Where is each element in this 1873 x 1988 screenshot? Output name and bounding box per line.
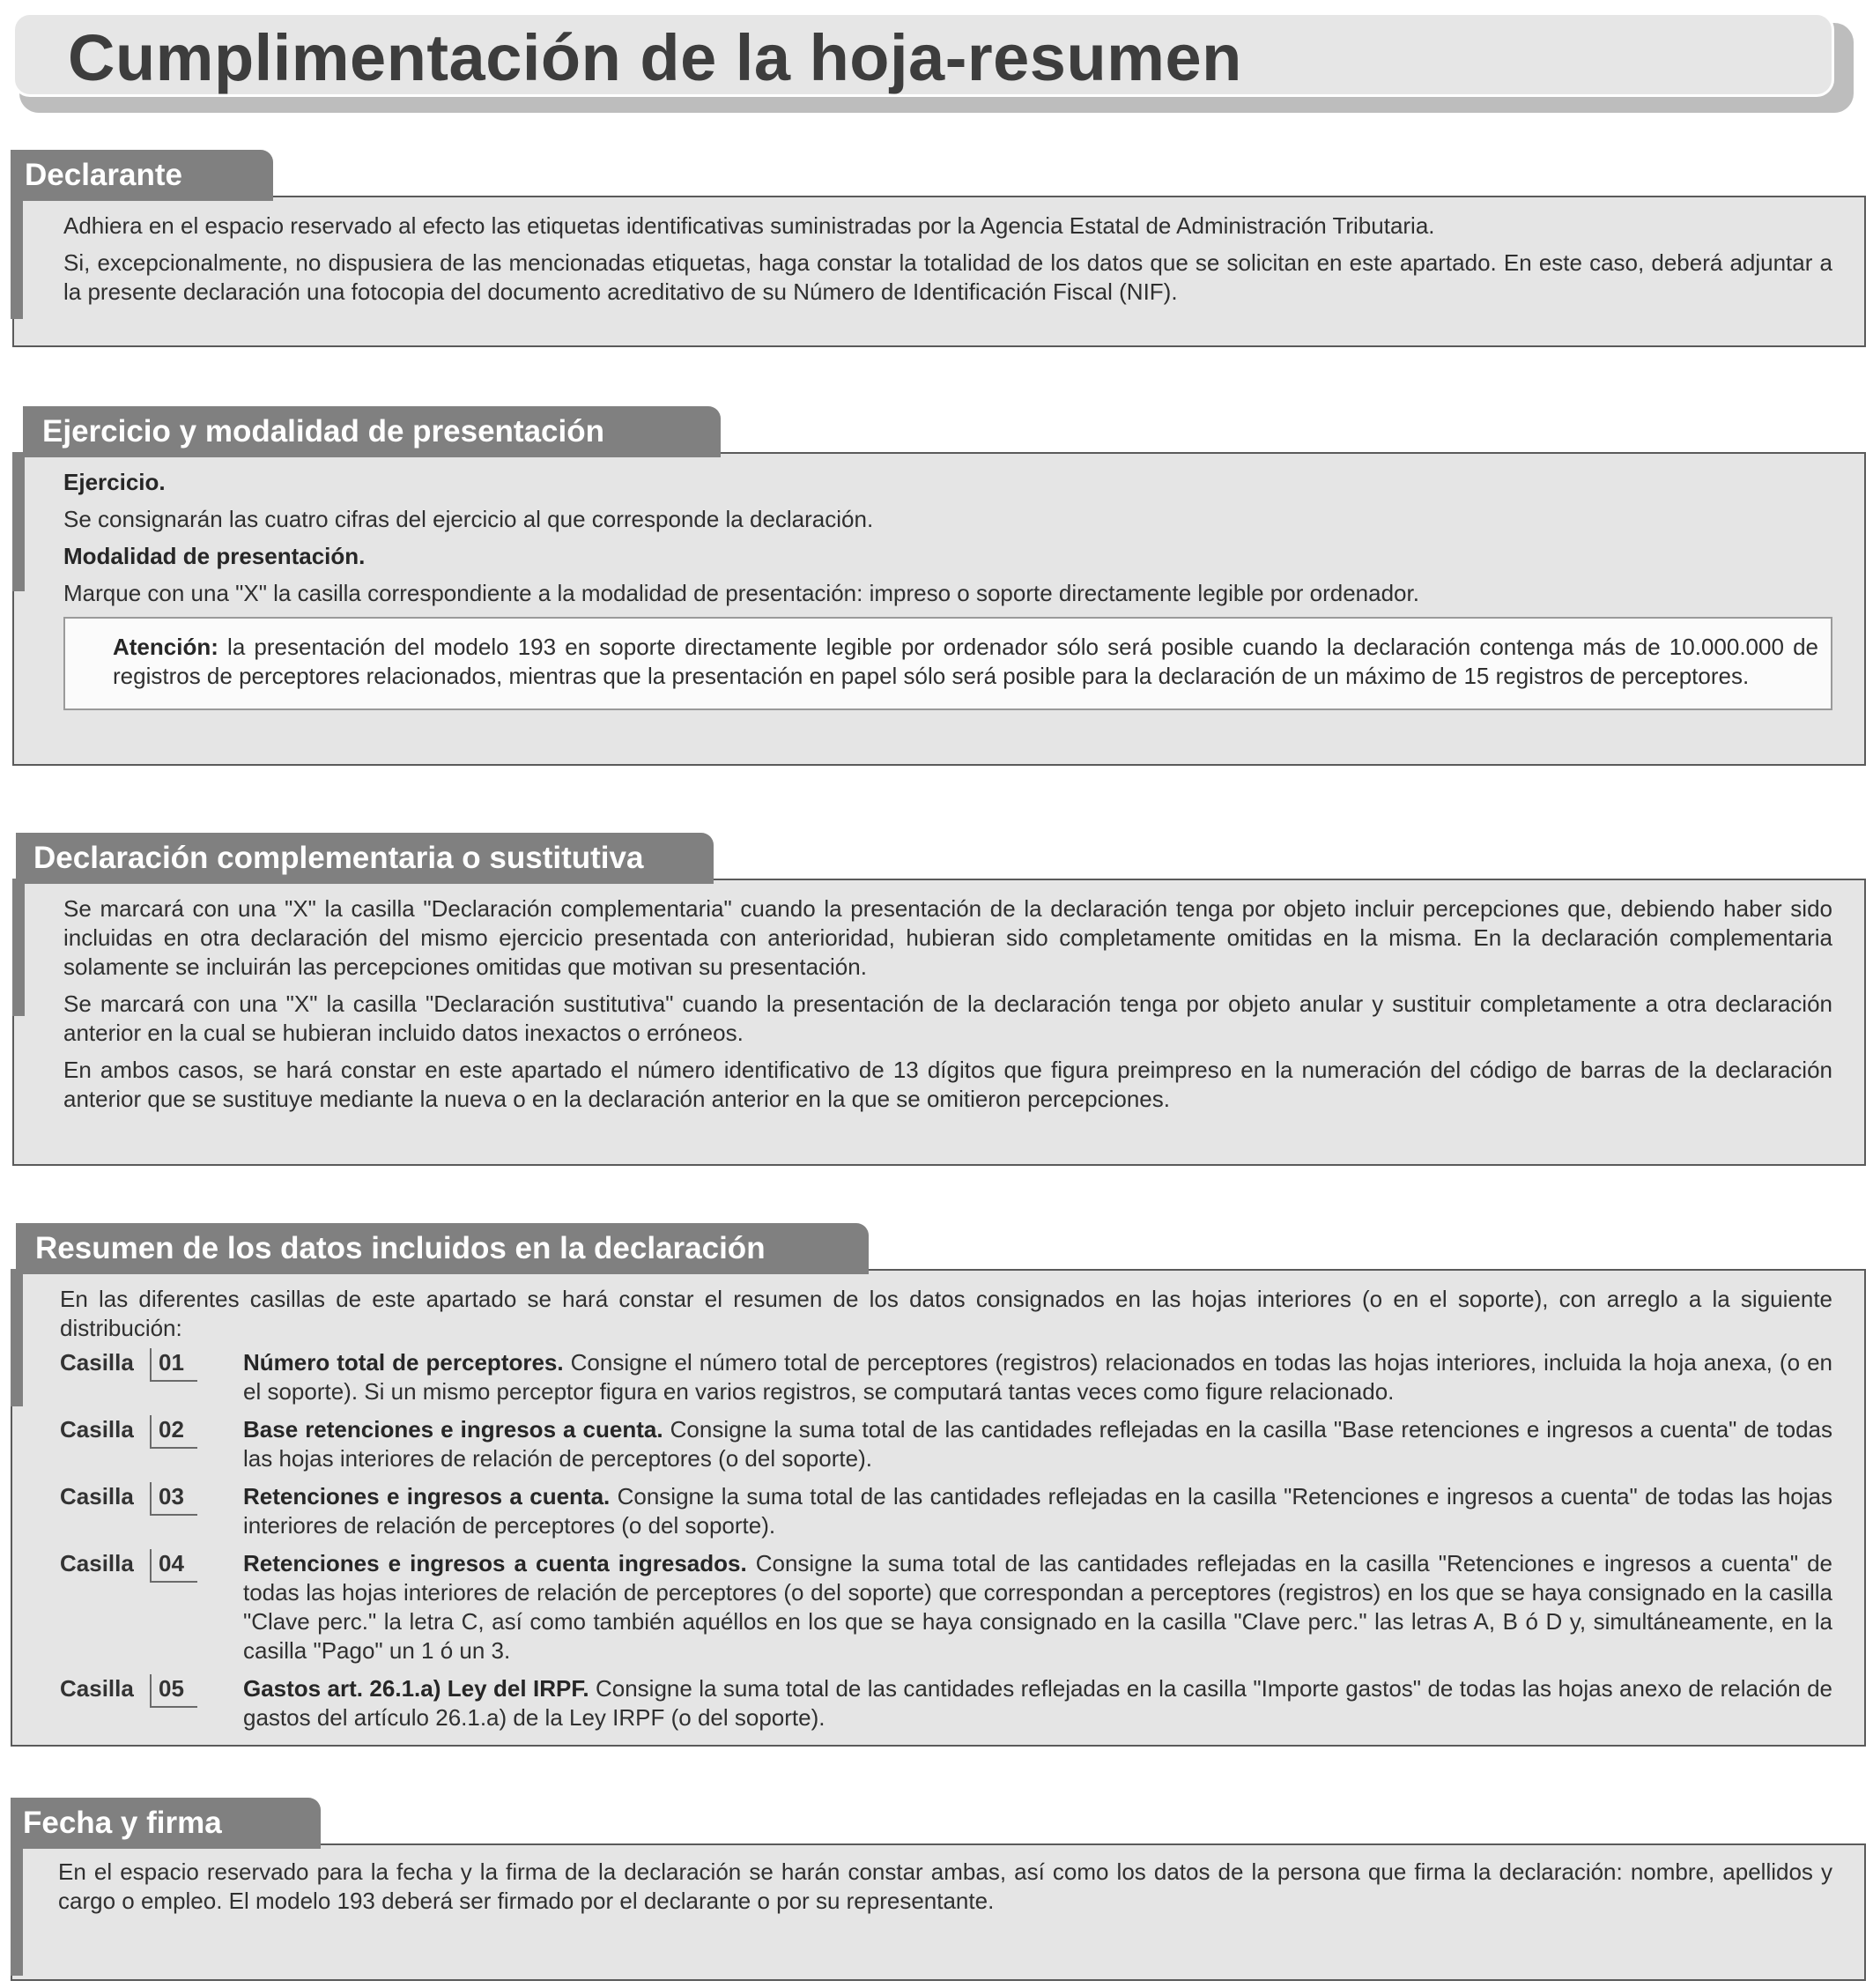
casilla-label: Casilla [60, 1675, 134, 1702]
section-fecha-title: Fecha y firma [11, 1798, 321, 1849]
ejercicio-heading: Ejercicio. [63, 469, 166, 495]
section-complementaria [11, 833, 1866, 1166]
notice-label: Atención: [113, 634, 218, 660]
page-title: Cumplimentación de la hoja-resumen [68, 21, 1242, 94]
modalidad-text: Marque con una "X" la casilla correspondiente a la modalidad de presentación: impreso o soporte directamente legible por ordenador. [63, 580, 1419, 606]
ejercicio-text: Se consignarán las cuatro cifras del ejercicio al que corresponde la declaración. [63, 506, 874, 532]
section-stripe [11, 1843, 23, 1976]
casilla-description: Retenciones e ingresos a cuenta ingresados. Consigne la suma total de las cantidades reflejadas en la casilla "Retenciones e ingresos a cuenta" de todas las hojas interiores de relación de perceptores (o del soporte) que correspondan a perceptores (registros) en los que se haya consignado en la casilla "Clave perc." la letra C, así como también aquéllos en los que se haya consignado en la casilla "Clave perc." las letras A, B ó D y, simultáneamente, en la casilla "Pago" un 1 ó un 3. [243, 1550, 1832, 1664]
casilla-description: Retenciones e ingresos a cuenta. Consigne la suma total de las cantidades reflejadas en la casilla "Retenciones e ingresos a cuenta" de todas las hojas interiores de relación de perceptores (o del soporte). [243, 1483, 1832, 1539]
attention-notice [63, 617, 1832, 710]
modalidad-heading: Modalidad de presentación. [63, 543, 366, 569]
paragraph: En el espacio reservado para la fecha y la firma de la declaración se harán constar ambas, así como los datos de la persona que firma la declaración: nombre, apellidos y cargo o empleo. El modelo 193 deberá ser firmado por el declarante o por su representante. [58, 1858, 1832, 1914]
section-complementaria-box [12, 879, 1866, 1166]
casilla-label: Casilla [60, 1416, 134, 1443]
casilla-row-05 [60, 1674, 1832, 1732]
resumen-intro: En las diferentes casillas de este apartado se hará constar el resumen de los datos consignados en las hojas interiores (o en el soporte), con arreglo a la siguiente distribución: [60, 1286, 1832, 1341]
section-fecha [11, 1798, 1866, 1981]
casilla-row-04 [60, 1549, 1832, 1665]
casilla-label: Casilla [60, 1349, 134, 1376]
paragraph: Adhiera en el espacio reservado al efecto las etiquetas identificativas suministradas por la Agencia Estatal de Administración Tributaria. [63, 212, 1435, 239]
section-fecha-box [11, 1843, 1866, 1981]
casilla-label: Casilla [60, 1550, 134, 1576]
casilla-row-01 [60, 1348, 1832, 1406]
section-stripe [12, 879, 25, 1016]
section-resumen-title: Resumen de los datos incluidos en la declaración [16, 1223, 869, 1274]
casilla-number: 03 [150, 1482, 197, 1516]
casilla-label: Casilla [60, 1483, 134, 1510]
section-resumen-box [11, 1269, 1866, 1747]
section-ejercicio-title: Ejercicio y modalidad de presentación [23, 406, 721, 457]
casilla-row-02 [60, 1415, 1832, 1473]
section-stripe [11, 1269, 23, 1406]
section-ejercicio [11, 406, 1866, 766]
section-declarante-box [12, 196, 1866, 347]
casilla-description: Base retenciones e ingresos a cuenta. Consigne la suma total de las cantidades reflejadas en la casilla "Base retenciones e ingresos a cuenta" de todas las hojas interiores de relación de perceptores (o del soporte). [243, 1416, 1832, 1472]
paragraph: Se marcará con una "X" la casilla "Declaración sustitutiva" cuando la presentación de la declaración tenga por objeto anular y sustituir completamente a otra declaración anterior en la cual se hubieran incluido datos inexactos o erróneos. [63, 990, 1832, 1046]
casilla-number: 01 [150, 1348, 197, 1382]
section-declarante [11, 150, 1866, 349]
casilla-number: 04 [150, 1549, 197, 1583]
section-resumen [11, 1223, 1866, 1747]
section-stripe [11, 196, 23, 319]
casilla-row-03 [60, 1482, 1832, 1540]
paragraph: Si, excepcionalmente, no dispusiera de las mencionadas etiquetas, haga constar la totalidad de los datos que se solicitan en este apartado. En este caso, deberá adjuntar a la presente declaración una fotocopia del documento acreditativo de su Número de Identificación Fiscal (NIF). [63, 249, 1832, 305]
notice-text: la presentación del modelo 193 en soporte directamente legible por ordenador sólo será posible cuando la declaración contenga más de 10.000.000 de registros de perceptores relacionados, mientras que la presentación en papel sólo será posible para la declaración de un máximo de 15 registros de perceptores. [113, 634, 1818, 689]
section-complementaria-title: Declaración complementaria o sustitutiva [16, 833, 714, 884]
section-stripe [12, 452, 25, 591]
casilla-number: 02 [150, 1415, 197, 1449]
section-declarante-title: Declarante [11, 150, 273, 201]
paragraph: En ambos casos, se hará constar en este apartado el número identificativo de 13 dígitos que figura preimpreso en la numeración del código de barras de la declaración anterior que se sustituye mediante la nueva o en la declaración anterior en la que se omitieron percepciones. [63, 1057, 1832, 1112]
title-banner [12, 12, 1834, 97]
casilla-description: Número total de perceptores. Consigne el número total de perceptores (registros) relacionados en todas las hojas interiores, incluida la hoja anexa, (o en el soporte). Si un mismo perceptor figura en varios registros, se computará tantas veces como figure relacionado. [243, 1349, 1832, 1405]
casilla-description: Gastos art. 26.1.a) Ley del IRPF. Consigne la suma total de las cantidades reflejadas en la casilla "Importe gastos" de todas las hojas anexo de relación de gastos del artículo 26.1.a) de la Ley IRPF (o del soporte). [243, 1675, 1832, 1731]
section-ejercicio-box [12, 452, 1866, 766]
casilla-number: 05 [150, 1674, 197, 1708]
paragraph: Se marcará con una "X" la casilla "Declaración complementaria" cuando la presentación de la declaración tenga por objeto incluir percepciones que, debiendo haber sido incluidas en otra declaración del mismo ejercicio presentada con anterioridad, hubieran sido completamente omitidas en la misma. En la declaración complementaria solamente se incluirán las percepciones omitidas que motivan su presentación. [63, 895, 1832, 980]
